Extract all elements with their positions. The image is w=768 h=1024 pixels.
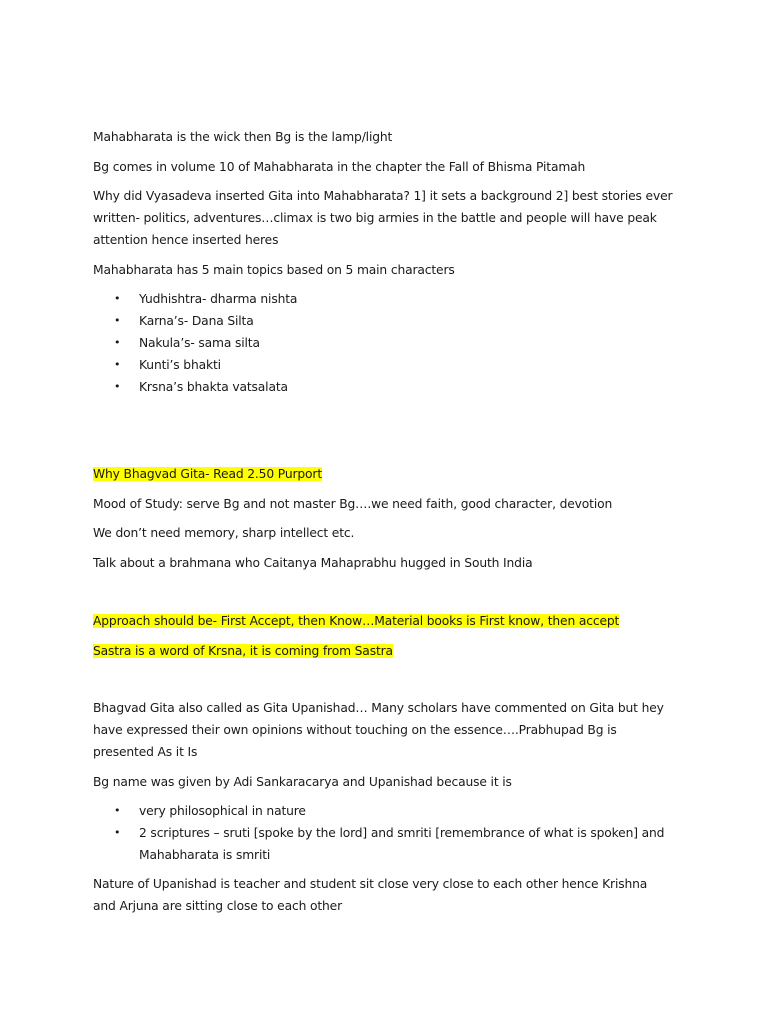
bullet-icon: • <box>114 314 121 327</box>
paragraph-bg-name: Bg name was given by Adi Sankaracarya and Upanishad because it is <box>93 774 512 789</box>
bullet-icon: • <box>114 380 121 393</box>
paragraph-why-inserted: Why did Vyasadeva inserted Gita into Mahabharata? 1] it sets a background 2] best stories ever written- politics, adventures…climax is two big armies in the battle and people will have peak attention hence inserted heres <box>93 189 673 247</box>
paragraph-nature-of-upanishad: Nature of Upanishad is teacher and student sit close very close to each other hence Krishna and Arjuna are sitting close to each other <box>93 877 648 913</box>
paragraph-mood-of-study: Mood of Study: serve Bg and not master Bg….we need faith, good character, devotion <box>93 496 613 511</box>
highlighted-text: Why Bhagvad Gita- Read 2.50 Purport <box>93 467 322 481</box>
paragraph-brahmana: Talk about a brahmana who Caitanya Mahaprabhu hugged in South India <box>93 555 533 570</box>
spacer <box>93 405 673 463</box>
paragraph-wick-lamp: Mahabharata is the wick then Bg is the lamp/light <box>93 130 393 144</box>
paragraph-gita-upanishad: Bhagvad Gita also called as Gita Upanishad… Many scholars have commented on Gita but hey have expressed their own opinions without touching on the essence….Prabhupad Bg is presented As it Is <box>93 701 664 759</box>
bullet-icon: • <box>114 826 121 839</box>
document-page <box>93 126 673 925</box>
bullet-icon: • <box>114 336 121 349</box>
spacer <box>93 581 673 610</box>
list-five-characters <box>93 288 673 398</box>
list-item: • Yudhishtra- dharma nishta <box>93 288 673 310</box>
highlighted-text: Approach should be- First Accept, then Know…Material books is First know, then accept <box>93 614 620 628</box>
bullet-icon: • <box>114 292 121 305</box>
paragraph-five-topics: Mahabharata has 5 main topics based on 5 main characters <box>93 262 455 277</box>
paragraph-volume-10: Bg comes in volume 10 of Mahabharata in the chapter the Fall of Bhisma Pitamah <box>93 159 586 174</box>
paragraph-approach <box>93 610 673 632</box>
spacer <box>93 669 673 697</box>
highlighted-text: Sastra is a word of Krsna, it is coming from Sastra <box>93 643 393 658</box>
paragraph-sastra <box>93 640 673 662</box>
paragraph-memory: We don’t need memory, sharp intellect etc. <box>93 526 355 540</box>
list-item: • Kunti’s bhakti <box>93 354 673 376</box>
list-item: • 2 scriptures – sruti [spoke by the lord] and smriti [remembrance of what is spoken] and Mahabharata is smriti <box>93 822 673 866</box>
bullet-icon: • <box>114 804 121 817</box>
list-upanishad-reasons <box>93 800 673 866</box>
list-item: • Krsna’s bhakta vatsalata <box>93 376 673 398</box>
list-item: • Karna’s- Dana Silta <box>93 310 673 332</box>
bullet-icon: • <box>114 358 121 371</box>
list-item: • very philosophical in nature <box>93 800 673 822</box>
paragraph-why-bhagvad-gita <box>93 463 673 485</box>
list-item: • Nakula’s- sama silta <box>93 332 673 354</box>
